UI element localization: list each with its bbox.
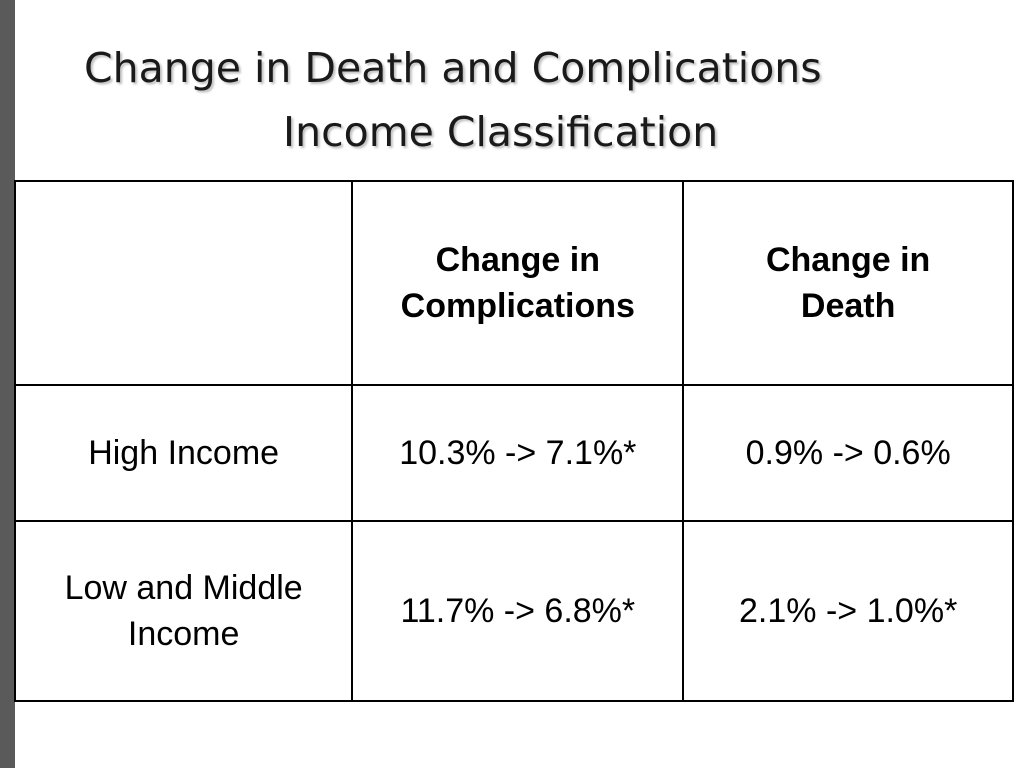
cell-death-high-income: 0.9% -> 0.6% <box>683 385 1013 521</box>
slide-title-line1: Change in Death and Complications <box>84 44 822 92</box>
table-header-row <box>15 181 1013 385</box>
cell-complications-low-middle-income: 11.7% -> 6.8%* <box>352 521 683 701</box>
table-row <box>15 385 1013 521</box>
row-label-low-middle-income: Low and Middle Income <box>15 521 352 701</box>
header-cell-death: Change in Death <box>683 181 1013 385</box>
header-cell-empty <box>15 181 352 385</box>
row-label-high-income: High Income <box>15 385 352 521</box>
table-row <box>15 521 1013 701</box>
cell-death-low-middle-income: 2.1% -> 1.0%* <box>683 521 1013 701</box>
header-cell-complications: Change in Complications <box>352 181 683 385</box>
income-classification-table <box>14 180 1014 702</box>
slide-left-bar <box>0 0 15 768</box>
cell-complications-high-income: 10.3% -> 7.1%* <box>352 385 683 521</box>
slide-title-line2: Income Classification <box>283 108 719 156</box>
